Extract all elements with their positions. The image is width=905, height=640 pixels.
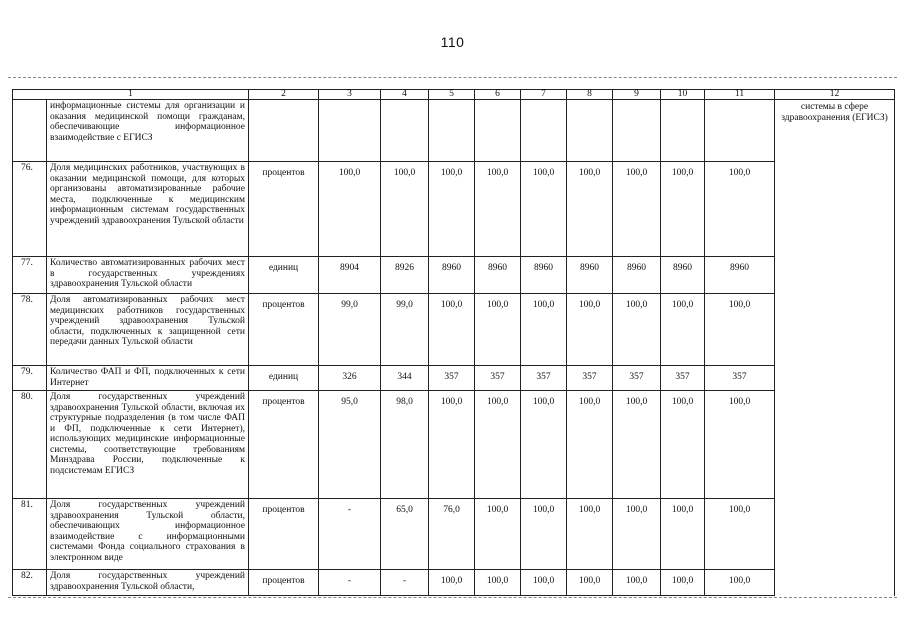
source-cell xyxy=(775,162,895,257)
value-cell: 100,0 xyxy=(613,391,661,499)
value-cell: 100,0 xyxy=(319,162,381,257)
indicator-name-cell: Количество ФАП и ФП, подключенных к сети Интернет xyxy=(47,366,249,391)
source-cell xyxy=(775,366,895,391)
value-cell: 8960 xyxy=(567,257,613,294)
row-number-cell: 76. xyxy=(13,162,47,257)
value-cell xyxy=(319,100,381,162)
value-cell: 8960 xyxy=(661,257,705,294)
header-cell: 2 xyxy=(249,90,319,100)
table-row xyxy=(13,499,895,570)
value-cell: 100,0 xyxy=(429,294,475,366)
value-cell: 100,0 xyxy=(705,294,775,366)
value-cell: 100,0 xyxy=(613,294,661,366)
value-cell: 100,0 xyxy=(661,162,705,257)
value-cell xyxy=(613,100,661,162)
header-cell: 12 xyxy=(775,90,895,100)
value-cell: 357 xyxy=(475,366,521,391)
source-cell: системы в сфере здравоохранения (ЕГИСЗ) xyxy=(775,100,895,162)
page-number: 110 xyxy=(440,34,465,50)
value-cell: 100,0 xyxy=(613,570,661,596)
source-cell xyxy=(775,294,895,366)
value-cell xyxy=(381,100,429,162)
header-cell: 6 xyxy=(475,90,521,100)
table-row xyxy=(13,162,895,257)
value-cell: 95,0 xyxy=(319,391,381,499)
indicator-name-cell: информационные системы для организации и оказания медицинской помощи гражданам, обеспечивающие информационное взаимодействие с ЕГИСЗ xyxy=(47,100,249,162)
value-cell: 100,0 xyxy=(567,162,613,257)
header-cell: 7 xyxy=(521,90,567,100)
value-cell xyxy=(661,100,705,162)
source-cell xyxy=(775,499,895,570)
value-cell: 100,0 xyxy=(567,391,613,499)
value-cell: 100,0 xyxy=(705,570,775,596)
row-number-cell: 80. xyxy=(13,391,47,499)
row-number-cell: 81. xyxy=(13,499,47,570)
value-cell: 100,0 xyxy=(521,499,567,570)
header-cell: 5 xyxy=(429,90,475,100)
value-cell: 8960 xyxy=(705,257,775,294)
row-number-cell xyxy=(13,100,47,162)
value-cell: - xyxy=(319,570,381,596)
value-cell xyxy=(521,100,567,162)
unit-cell: процентов xyxy=(249,570,319,596)
table-row xyxy=(13,294,895,366)
indicator-name-cell: Доля государственных учреждений здравоохранения Тульской области, обеспечивающих информационное взаимодействие с информационными системами Фонда социального страхования в электронном виде xyxy=(47,499,249,570)
value-cell: 100,0 xyxy=(661,499,705,570)
indicator-name-cell: Доля государственных учреждений здравоохранения Тульской области, включая их структурные подразделения (в том числе ФАП и ФП, подключенные к сети Интернет), использующих медицинские информационные системы, соответствующие требованиям Минздрава России, подключенные к подсистемам ЕГИСЗ xyxy=(47,391,249,499)
value-cell: 100,0 xyxy=(429,570,475,596)
indicator-name-cell: Доля государственных учреждений здравоохранения Тульской области, xyxy=(47,570,249,596)
header-cell: 10 xyxy=(661,90,705,100)
header-row xyxy=(13,90,895,100)
header-cell: 4 xyxy=(381,90,429,100)
value-cell: 357 xyxy=(705,366,775,391)
value-cell: 357 xyxy=(429,366,475,391)
row-number-cell: 77. xyxy=(13,257,47,294)
value-cell: 65,0 xyxy=(381,499,429,570)
value-cell: 357 xyxy=(567,366,613,391)
scan-edge-line-bottom xyxy=(8,597,897,598)
source-cell xyxy=(775,570,895,596)
value-cell xyxy=(705,100,775,162)
header-cell: 3 xyxy=(319,90,381,100)
value-cell: 100,0 xyxy=(613,162,661,257)
value-cell: 98,0 xyxy=(381,391,429,499)
unit-cell: процентов xyxy=(249,391,319,499)
value-cell: 100,0 xyxy=(567,570,613,596)
value-cell: 344 xyxy=(381,366,429,391)
value-cell: - xyxy=(381,570,429,596)
unit-cell xyxy=(249,100,319,162)
indicator-name-cell: Доля медицинских работников, участвующих в оказании медицинской помощи, для которых организованы автоматизированные рабочие места, подключенные к медицинским информационным системам государственных учреждений здравоохранения Тульской области xyxy=(47,162,249,257)
scan-edge-line xyxy=(8,77,897,78)
value-cell xyxy=(475,100,521,162)
value-cell: 357 xyxy=(521,366,567,391)
source-cell xyxy=(775,391,895,499)
value-cell: 100,0 xyxy=(567,294,613,366)
unit-cell: процентов xyxy=(249,499,319,570)
value-cell: 100,0 xyxy=(475,570,521,596)
value-cell: 357 xyxy=(613,366,661,391)
header-cell: 11 xyxy=(705,90,775,100)
table-row xyxy=(13,366,895,391)
value-cell: 76,0 xyxy=(429,499,475,570)
unit-cell: процентов xyxy=(249,294,319,366)
unit-cell: единиц xyxy=(249,366,319,391)
value-cell: 99,0 xyxy=(381,294,429,366)
value-cell: 326 xyxy=(319,366,381,391)
row-number-cell: 82. xyxy=(13,570,47,596)
value-cell: - xyxy=(319,499,381,570)
value-cell: 100,0 xyxy=(521,162,567,257)
table-row xyxy=(13,257,895,294)
value-cell xyxy=(429,100,475,162)
value-cell: 8960 xyxy=(429,257,475,294)
value-cell: 8926 xyxy=(381,257,429,294)
value-cell: 100,0 xyxy=(475,391,521,499)
table-row-continuation xyxy=(13,100,895,162)
value-cell: 100,0 xyxy=(475,162,521,257)
unit-cell: единиц xyxy=(249,257,319,294)
unit-cell: процентов xyxy=(249,162,319,257)
value-cell: 100,0 xyxy=(705,162,775,257)
value-cell: 100,0 xyxy=(567,499,613,570)
table-row xyxy=(13,570,895,596)
value-cell: 100,0 xyxy=(475,294,521,366)
value-cell: 100,0 xyxy=(521,294,567,366)
value-cell: 100,0 xyxy=(381,162,429,257)
value-cell: 100,0 xyxy=(613,499,661,570)
value-cell: 100,0 xyxy=(705,499,775,570)
value-cell: 100,0 xyxy=(521,391,567,499)
header-cell: 8 xyxy=(567,90,613,100)
indicator-name-cell: Доля автоматизированных рабочих мест медицинских работников государственных учреждений здравоохранения Тульской области, подключенных к защищенной сети передачи данных Тульской области xyxy=(47,294,249,366)
value-cell: 357 xyxy=(661,366,705,391)
row-number-cell: 78. xyxy=(13,294,47,366)
table-row xyxy=(13,391,895,499)
value-cell: 100,0 xyxy=(429,162,475,257)
value-cell: 100,0 xyxy=(661,294,705,366)
header-cell: 1 xyxy=(13,90,249,100)
header-cell: 9 xyxy=(613,90,661,100)
value-cell: 8960 xyxy=(521,257,567,294)
value-cell: 99,0 xyxy=(319,294,381,366)
value-cell xyxy=(567,100,613,162)
source-cell xyxy=(775,257,895,294)
row-number-cell: 79. xyxy=(13,366,47,391)
value-cell: 8960 xyxy=(613,257,661,294)
indicator-name-cell: Количество автоматизированных рабочих мест в государственных учреждениях здравоохранения Тульской области xyxy=(47,257,249,294)
value-cell: 100,0 xyxy=(475,499,521,570)
value-cell: 100,0 xyxy=(521,570,567,596)
value-cell: 100,0 xyxy=(429,391,475,499)
value-cell: 100,0 xyxy=(661,391,705,499)
value-cell: 8904 xyxy=(319,257,381,294)
indicators-table xyxy=(12,89,895,596)
value-cell: 8960 xyxy=(475,257,521,294)
value-cell: 100,0 xyxy=(661,570,705,596)
value-cell: 100,0 xyxy=(705,391,775,499)
